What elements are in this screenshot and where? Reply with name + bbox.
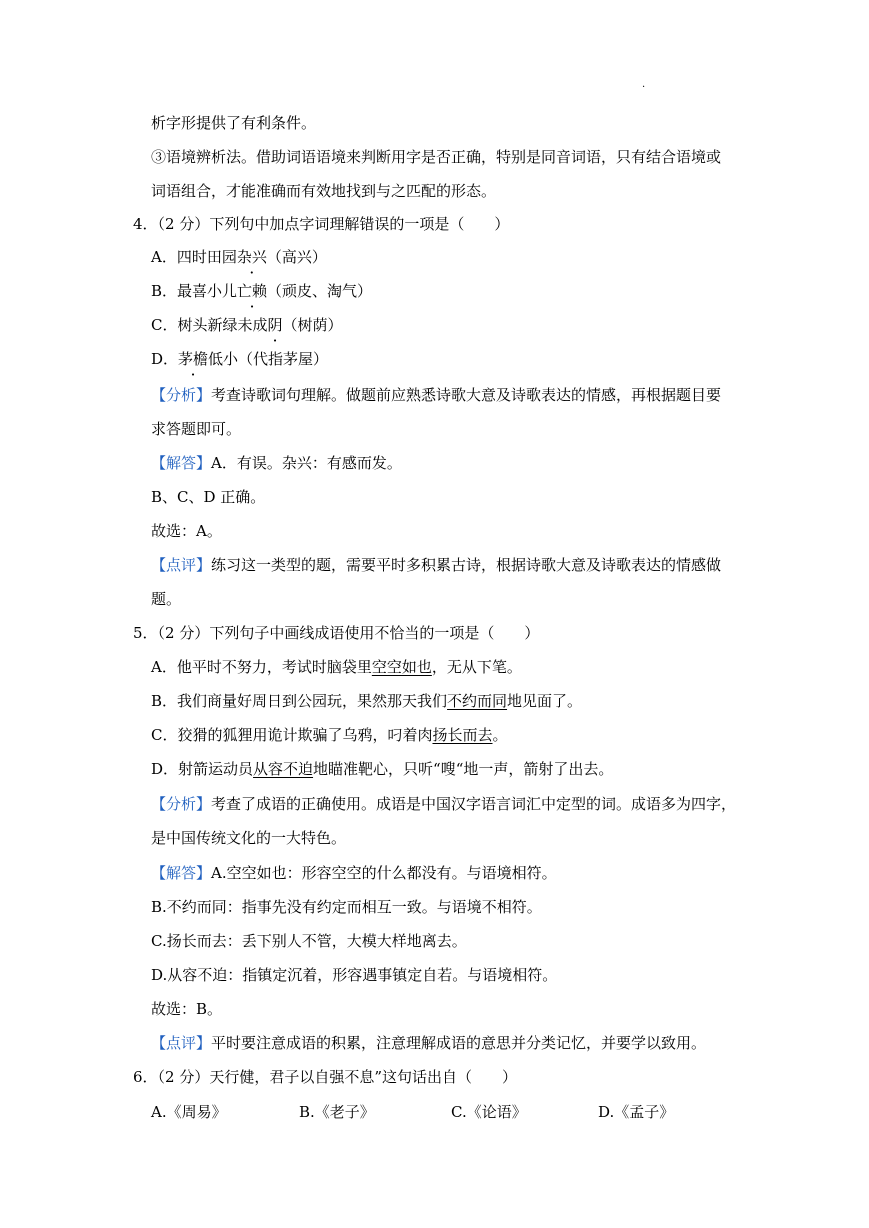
- q4-option-a: [151, 247, 327, 267]
- q5-answer-choice: 故选：B。: [151, 1000, 223, 1018]
- option-text: A．四时田园: [151, 248, 237, 266]
- q6-option-b: B.《老子》: [299, 1103, 375, 1121]
- q4-analysis: [151, 385, 721, 405]
- q4-comment: [151, 555, 721, 575]
- q4-analysis-cont: 求答题即可。: [151, 420, 242, 438]
- option-text: B．最喜小儿: [151, 282, 238, 300]
- option-text: （高兴）: [266, 248, 327, 266]
- underlined-idiom: 扬长而去: [432, 726, 493, 744]
- q4-option-c: [151, 315, 343, 335]
- analysis-text: 考查了成语的正确使用。成语是中国汉字语言词汇中定型的词。成语多为四字，: [211, 795, 737, 813]
- underlined-idiom: 空空如也: [371, 658, 432, 676]
- option-text: 地见面了。: [507, 692, 583, 710]
- question-4-stem: 4．（2 分）下列句中加点字词理解错误的一项是（ ）: [133, 215, 510, 233]
- dotted-word: 阴: [267, 316, 283, 334]
- answer-tag: 【解答】: [151, 864, 212, 882]
- q5-answer-line: B.不约而同：指事先没有约定而相互一致。与语境不相符。: [151, 898, 542, 916]
- option-text: D．射箭运动员: [151, 760, 254, 778]
- comment-text: 平时要注意成语的积累，注意理解成语的意思并分类记忆，并要学以致用。: [211, 1034, 707, 1052]
- comment-tag: 【点评】: [151, 1034, 212, 1052]
- intro-line: 词语组合，才能准确而有效地找到与之匹配的形态。: [151, 182, 497, 200]
- question-5-stem: 5．（2 分）下列句子中画线成语使用不恰当的一项是（ ）: [133, 624, 540, 642]
- question-6-stem: 6．（2 分）天行健，君子以自强不息”这句话出自（ ）: [133, 1068, 518, 1086]
- underlined-idiom: 不约而同: [447, 692, 508, 710]
- dotted-word: 亡赖: [237, 282, 268, 300]
- option-text: A．他平时不努力，考试时脑袋里: [151, 658, 372, 676]
- answer-text: A.空空如也：形容空空的什么都没有。与语境相符。: [211, 864, 557, 882]
- option-text: B．我们商量好周日到公园玩，果然那天我们: [151, 692, 448, 710]
- option-text: C．树头新绿未成: [151, 316, 268, 334]
- option-text: ，无从下笔。: [431, 658, 522, 676]
- option-text: D．: [151, 350, 179, 368]
- analysis-tag: 【分析】: [151, 795, 212, 813]
- answer-text: A．有误。杂兴：有感而发。: [211, 454, 402, 472]
- q4-answer-choice: 故选：A。: [151, 522, 222, 540]
- option-text: 。: [492, 726, 508, 744]
- header-dot: .: [642, 79, 646, 90]
- option-text: 地瞄准靶心，只听“嗖“地一声，箭射了出去。: [313, 760, 614, 778]
- q5-option-c: [151, 725, 508, 745]
- dotted-word: 茅檐: [178, 350, 209, 368]
- q6-option-a: A.《周易》: [151, 1103, 227, 1121]
- q5-comment: [151, 1033, 706, 1053]
- q4-option-d: [151, 349, 328, 369]
- dotted-word: 杂兴: [236, 248, 267, 266]
- intro-line: ③语境辨析法。借助词语语境来判断用字是否正确，特别是同音词语，只有结合语境或: [151, 148, 722, 166]
- q4-comment-cont: 题。: [151, 590, 182, 608]
- q5-analysis: [151, 794, 736, 814]
- option-text: （树荫）: [282, 316, 343, 334]
- q5-answer-line: D.从容不迫：指镇定沉着，形容遇事镇定自若。与语境相符。: [151, 966, 558, 984]
- q5-analysis-cont: 是中国传统文化的一大特色。: [151, 829, 347, 847]
- q5-option-b: [151, 691, 582, 711]
- q5-option-d: [151, 759, 613, 779]
- analysis-tag: 【分析】: [151, 386, 212, 404]
- q4-answer-line: B、C、D 正确。: [151, 488, 266, 506]
- q4-option-b: [151, 281, 372, 301]
- comment-tag: 【点评】: [151, 556, 212, 574]
- q6-options: [151, 1102, 751, 1122]
- q5-option-a: [151, 657, 522, 677]
- answer-tag: 【解答】: [151, 454, 212, 472]
- q6-option-d: D.《孟子》: [598, 1103, 675, 1121]
- q6-option-c: C.《论语》: [451, 1103, 527, 1121]
- option-text: C．狡猾的狐狸用诡计欺骗了乌鸦，叼着肉: [151, 726, 433, 744]
- option-text: （顽皮、淘气）: [267, 282, 373, 300]
- q5-answer-line: C.扬长而去：丢下别人不管，大模大样地离去。: [151, 932, 467, 950]
- q5-answer: [151, 863, 557, 883]
- underlined-idiom: 从容不迫: [253, 760, 314, 778]
- analysis-text: 考查诗歌词句理解。做题前应熟悉诗歌大意及诗歌表达的情感，再根据题目要: [211, 386, 722, 404]
- q4-answer: [151, 453, 402, 473]
- comment-text: 练习这一类型的题，需要平时多积累古诗，根据诗歌大意及诗歌表达的情感做: [211, 556, 722, 574]
- intro-line: 析字形提供了有利条件。: [151, 114, 317, 132]
- option-text: 低小（代指茅屋）: [208, 350, 329, 368]
